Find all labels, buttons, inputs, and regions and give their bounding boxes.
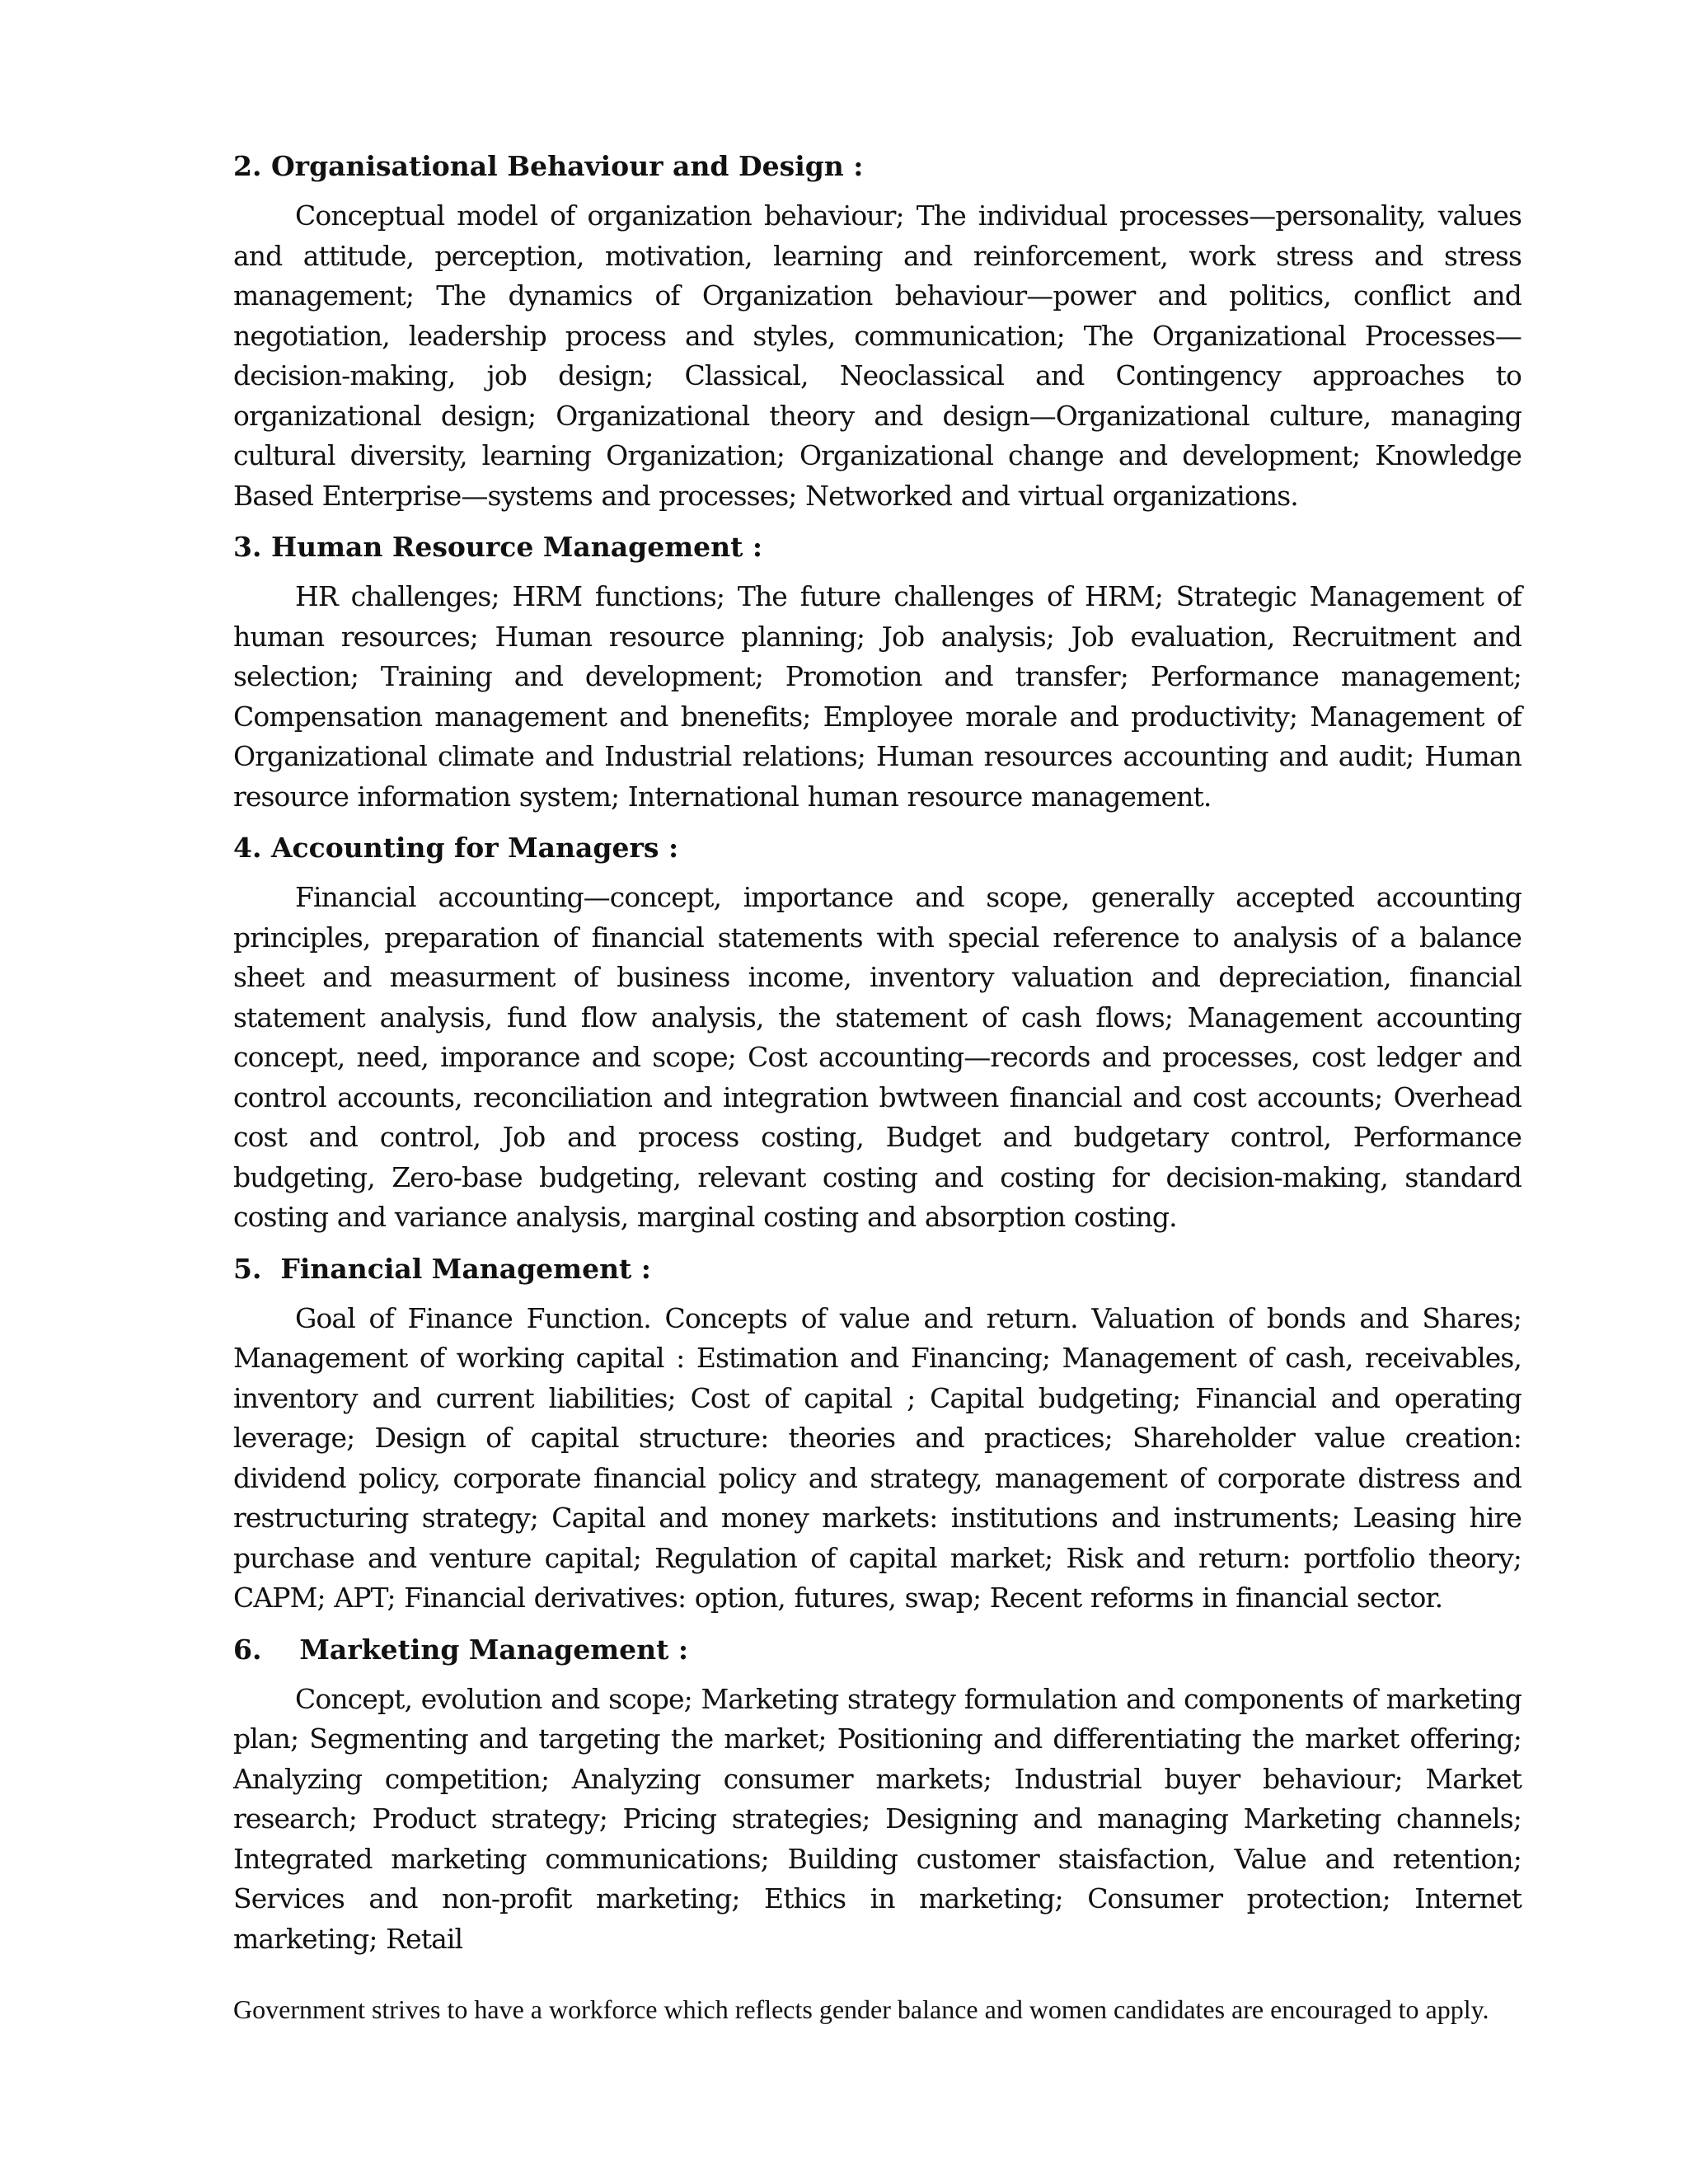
section-body: Concept, evolution and scope; Marketing strategy formulation and components of marketing plan; Segmenting and targeting the market; Positioning and differentiating the market offering; Analyzing competition; Analyzing consumer markets; Industrial buyer behaviour; Market research; Product strategy; Pricing strategies; Designing and managing Marketing channels; Integrated marketing communications; Building customer staisfaction, Value and retention; Services and non-profit marketing; Ethics in marketing; Consumer protection; Internet marketing; Retail: [233, 1682, 1522, 1955]
section-body: Financial accounting—concept, importance and scope, generally accepted accounting principles, preparation of financial statements with special reference to analysis of a balance sheet and measurment of business income, inventory valuation and depreciation, financial statement analysis, fund flow analysis, the statement of cash flows; Management accounting concept, need, imporance and scope; Cost accounting—records and processes, cost ledger and control accounts, reconciliation and integration bwtween financial and cost accounts; Overhead cost and control, Job and process costing, Budget and budgetary control, Performance budgeting, Zero-base budgeting, relevant costing and costing for decision-making, standard costing and variance analysis, marginal costing and absorption costing.: [233, 881, 1522, 1233]
section-financial-management: [233, 1249, 1522, 1619]
page-footer: Government strives to have a workforce which reflects gender balance and women candidates are encouraged to apply.: [233, 1994, 1489, 2024]
section-heading: 2. Organisational Behaviour and Design :: [233, 150, 864, 182]
section-human-resource-management: [233, 527, 1522, 817]
section-accounting-for-managers: [233, 828, 1522, 1238]
section-heading: 3. Human Resource Management :: [233, 531, 763, 563]
section-heading: 5. Financial Management :: [233, 1252, 651, 1285]
section-marketing-management: [233, 1630, 1522, 1960]
section-body: Goal of Finance Function. Concepts of value and return. Valuation of bonds and Shares; Management of working capital : Estimation and Financing; Management of cash, receivables, inventory and current liabilities; Cost of capital ; Capital budgeting; Financial and operating leverage; Design of capital structure: theories and practices; Shareholder value creation: dividend policy, corporate financial policy and strategy, management of corporate distress and restructuring strategy; Capital and money markets: institutions and instruments; Leasing hire purchase and venture capital; Regulation of capital market; Risk and return: portfolio theory; CAPM; APT; Financial derivatives: option, futures, swap; Recent reforms in financial sector.: [233, 1301, 1522, 1614]
section-body: HR challenges; HRM functions; The future challenges of HRM; Strategic Management of human resources; Human resource planning; Job analysis; Job evaluation, Recruitment and selection; Training and development; Promotion and transfer; Performance management; Compensation management and bnenefits; Employee morale and productivity; Management of Organizational climate and Industrial relations; Human resources accounting and audit; Human resource information system; International human resource management.: [233, 580, 1522, 813]
document-page: [233, 147, 1522, 1971]
section-heading: 6. Marketing Management :: [233, 1633, 689, 1666]
section-organisational-behaviour: [233, 147, 1522, 516]
section-body: Conceptual model of organization behaviour; The individual processes—personality, values and attitude, perception, motivation, learning and reinforcement, work stress and stress management; The dynamics of Organization behaviour—power and politics, conflict and negotiation, leadership process and styles, communication; The Organizational Processes—decision-making, job design; Classical, Neoclassical and Contingency approaches to organizational design; Organizational theory and design—Organizational culture, managing cultural diversity, learning Organization; Organizational change and development; Knowledge Based Enterprise—systems and processes; Networked and virtual organizations.: [233, 199, 1522, 512]
section-heading: 4. Accounting for Managers :: [233, 832, 679, 864]
